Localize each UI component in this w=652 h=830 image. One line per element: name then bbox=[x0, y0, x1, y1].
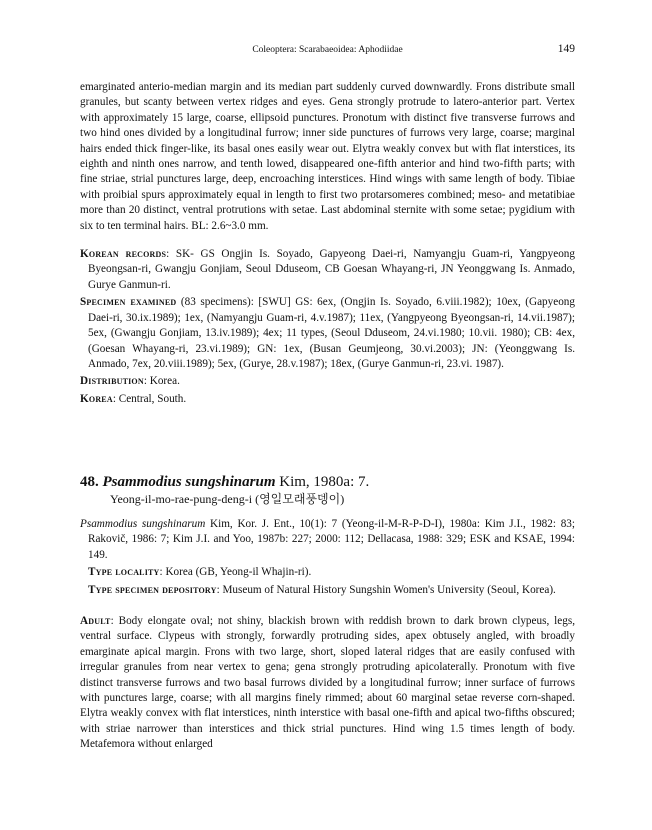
synonymy-name: Psammodius sungshinarum bbox=[80, 518, 206, 530]
specimen-examined-text: (83 specimens): [SWU] GS: 6ex, (Ongjin Is. Soyado, 6.viii.1982); 10ex, (Gapyeong Daei-ri, 30.ix.1989); 1ex, (Namyangju Guam-ri, 4.v.1987); 11ex, (Yangpyeong Byeongsan-ri, 14.vii.1987); 5ex, (Gwangju Gonjiam, 13.iv.1989); 4ex; 11 types, (Seoul Dduseom, 24.vi.1980; 10.vii. 1980); CB: 4ex, (Goesan Whayang-ri, 23.vi.1989); GN: 1ex, (Busan Geumjeong, 30.vi.2003); JN: (Yeonggwang Is. Anmado, 7ex, 20.viii.1989); 5ex, (Gurye, 28.v.1987); 18ex, (Gurye Ganmun-ri, 23.vi. 1987). bbox=[88, 296, 575, 370]
type-depository bbox=[80, 583, 575, 598]
running-title: Coleoptera: Scarabaeoidea: Aphodiidae bbox=[252, 45, 403, 55]
adult-label: Adult bbox=[80, 615, 111, 627]
type-depository-text: : Museum of Natural History Sungshin Women's University (Seoul, Korea). bbox=[216, 583, 556, 596]
type-depository-label: Type specimen depository bbox=[88, 583, 217, 596]
korean-records-label: Korean records bbox=[80, 248, 167, 261]
korea-label: Korea bbox=[80, 392, 113, 405]
distribution-text: : Korea. bbox=[143, 375, 180, 388]
korean-records bbox=[80, 247, 575, 293]
type-locality-label: Type locality bbox=[88, 566, 160, 579]
body-text bbox=[80, 80, 575, 409]
page-number: 149 bbox=[557, 43, 575, 55]
korea-range bbox=[80, 392, 575, 407]
adult-text: : Body elongate oval; not shiny, blackish brown with reddish brown to dark brown clypeus, legs, ventral surface. Clypeus with strongly, forwardly protruding sides, apex obtusely angled, with broadly emarginate apical margin. Frons with two large, short, sloped lateral ridges that are easily confused with irregular granules from near vertex to gena; gena strongly protruding apicolaterally. Pronotum with five distinct transverse furrows and two basal furrows divided by a longitudinal furrow; inner surface of furrows with punctures large, coarse; with all margins finely rimmed; about 60 marginal setae reverse corn-shaped. Elytra weakly convex with flat interstices, ninth interstice with basal one-fifth and apical two-fifths obscured; with striae narrower than interstices and thick strial punctures. Hind wing 1.5 times length of body. Metafemora without enlarged bbox=[80, 615, 575, 751]
species-number: 48. bbox=[80, 474, 99, 490]
type-locality-text: : Korea (GB, Yeong-il Whajin-ri). bbox=[159, 566, 312, 579]
adult-description bbox=[80, 614, 575, 753]
specimen-examined-label: Specimen examined bbox=[80, 296, 177, 309]
specimen-examined bbox=[80, 295, 575, 372]
description-continued: emarginated anterio-median margin and its median part suddenly curved downwardly. Frons distribute small granules, but scanty between vertex ridges and eyes. Gena strongly protrude to latero-anterior part. Vertex with approximately 15 large, coarse, ellipsoid punctures. Pronotum with distinct five transverse furrows and two hind ones divided by a longitudinal furrow; inner side punctures of furrows very large, coarse; marginal hairs ended thick finger-like, its basal ones easily wear out. Elytra weakly convex but with flat interstices, its eighth and ninth ones narrow, and tenth lowed, disappeared one-fifth anterior and hind two-fifth parts; with fine striae, strial punctures large, deep, encroaching interstices. Hind wings with same length of body. Tibiae with proibial spurs approximately equal in length to first two protarsomeres combined; meso- and metatibiae more than 20 distinct, ventral protrutions with setae. Last abdominal sternite with some setae; pygidium with six to ten terminal hairs. BL: 2.6~3.0 mm. bbox=[80, 81, 575, 232]
synonymy-section bbox=[80, 517, 575, 598]
korea-text: : Central, South. bbox=[112, 392, 187, 405]
synonymy-text: Kim, Kor. J. Ent., 10(1): 7 (Yeong-il-M-R-P-D-I), 1980a: Kim J.I., 1982: 83; Rakovič, 1986: 7; Kim J.I. and Yoo, 1987b: 227; 2000: 112; Dellacasa, 1988: 329; ESK and KSAE, 1994: 149. bbox=[88, 518, 575, 561]
distribution-label: Distribution bbox=[80, 375, 144, 388]
korean-records-text: : SK- GS Ongjin Is. Soyado, Gapyeong Daei-ri, Namyangju Guam-ri, Yangpyeong Byeongsan-ri, Gwangju Gonjiam, Seoul Dduseom, CB Goesan Whayang-ri, JN Yeonggwang Is. Anmado, Gurye Ganmun-ri. bbox=[88, 248, 575, 291]
vernacular-name: Yeong-il-mo-rae-pung-deng-i (영일모래풍뎅이) bbox=[110, 492, 345, 506]
type-locality bbox=[80, 565, 575, 580]
synonymy-entry bbox=[80, 517, 575, 563]
species-authority: Kim, 1980a: 7. bbox=[275, 474, 370, 490]
adult-section bbox=[80, 614, 575, 753]
records-block bbox=[80, 247, 575, 407]
species-heading bbox=[80, 473, 575, 491]
distribution bbox=[80, 374, 575, 389]
page-header bbox=[80, 43, 575, 59]
species-binomial: Psammodius sungshinarum bbox=[102, 474, 276, 490]
